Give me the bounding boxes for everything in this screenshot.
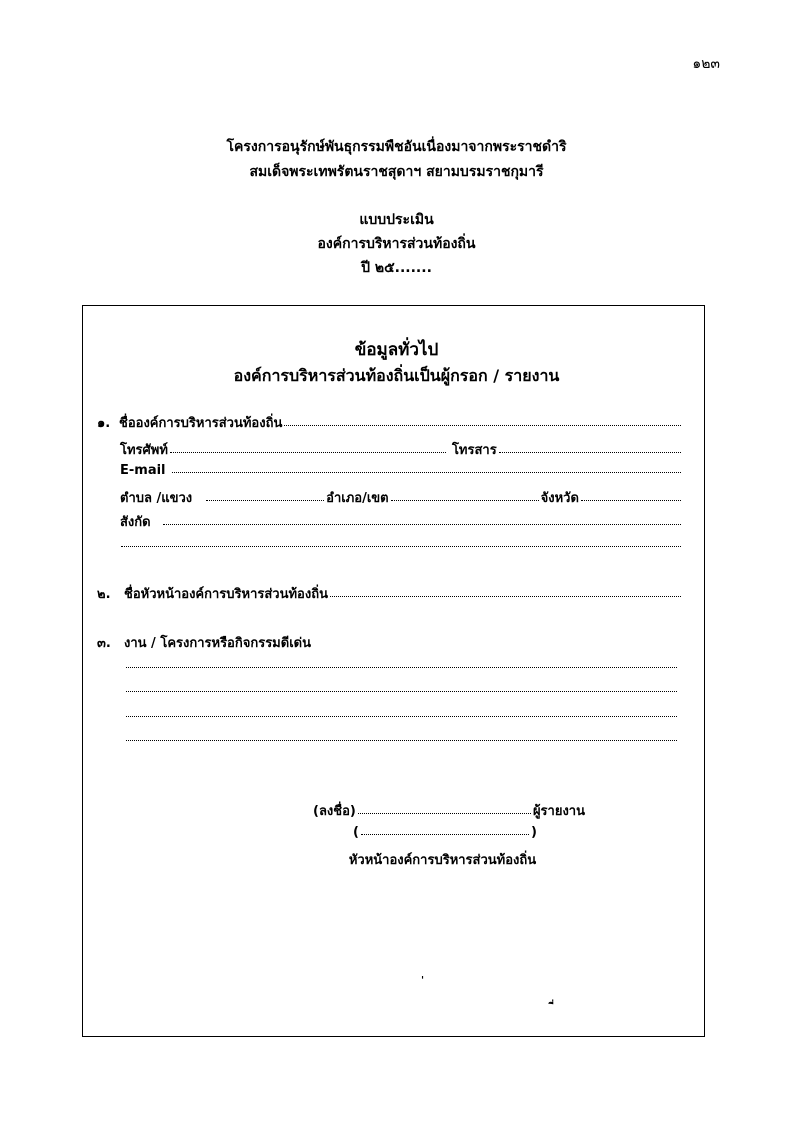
projects-line[interactable]: [126, 691, 677, 692]
province-label: จังหวัด: [540, 491, 579, 506]
subdistrict-field[interactable]: [206, 490, 324, 501]
header-form-type: แบบประเมิน: [359, 212, 434, 228]
printed-name-row: [353, 825, 537, 840]
header-year: ปี ๒๕.......: [361, 260, 432, 276]
phone-fax-row: [120, 439, 683, 460]
org-name-field[interactable]: [284, 415, 681, 426]
district-field[interactable]: [391, 490, 539, 501]
page-number: ๑๒๓: [692, 56, 720, 72]
projects-line[interactable]: [126, 716, 677, 717]
phone-field[interactable]: [170, 442, 446, 453]
header-project-line1: โครงการอนุรักษ์พันธุกรรมพืชอันเนื่องมาจากพระราชดำริ: [226, 139, 567, 155]
affiliation-label: สังกัด: [120, 515, 151, 530]
section2-head-name-row: [97, 583, 683, 604]
address-row: [120, 487, 683, 508]
section1-org-name-row: [97, 412, 683, 433]
province-field[interactable]: [581, 490, 681, 501]
sign-suffix: ผู้รายงาน: [532, 804, 585, 819]
section1-number: ๑.: [97, 416, 111, 431]
section3-number: ๓.: [97, 636, 111, 651]
email-label: E-mail: [120, 463, 166, 478]
name-open-paren: (: [353, 825, 359, 840]
affiliation-extra-line[interactable]: [121, 546, 681, 547]
affiliation-row: [120, 511, 683, 532]
header-organization: องค์การบริหารส่วนท้องถิ่น: [317, 236, 476, 252]
section3-projects-row: [97, 632, 683, 653]
email-field[interactable]: [172, 462, 681, 473]
email-row: [120, 463, 683, 478]
phone-label: โทรศัพท์: [120, 443, 168, 458]
header-project-line2: สมเด็จพระเทพรัตนราชสุดาฯ สยามบรมราชกุมารี: [249, 164, 544, 180]
projects-label: งาน / โครงการหรือกิจกรรมดีเด่น: [124, 636, 311, 651]
affiliation-field[interactable]: [163, 514, 681, 525]
projects-line[interactable]: [126, 740, 677, 741]
org-name-label: ชื่อองค์การบริหารส่วนท้องถิ่น: [119, 416, 283, 431]
signature-row: [313, 800, 585, 821]
head-name-field[interactable]: [330, 586, 681, 597]
fax-field[interactable]: [499, 442, 681, 453]
subdistrict-label: ตำบล /แขวง: [120, 491, 193, 506]
sign-prefix: (ลงชื่อ): [313, 804, 356, 819]
signer-position: หัวหน้าองค์การบริหารส่วนท้องถิ่น: [348, 853, 537, 868]
form-subtitle: องค์การบริหารส่วนท้องถิ่นเป็นผู้กรอก / รายงาน: [233, 366, 560, 385]
name-close-paren: ): [531, 825, 537, 840]
section2-number: ๒.: [97, 587, 111, 602]
printed-name-field[interactable]: [361, 824, 529, 835]
form-title: ข้อมูลทั่วไป: [354, 340, 439, 360]
projects-line[interactable]: [126, 667, 677, 668]
signature-field[interactable]: [358, 803, 531, 814]
district-label: อำเภอ/เขต: [326, 491, 389, 506]
head-name-label: ชื่อหัวหน้าองค์การบริหารส่วนท้องถิ่น: [124, 587, 328, 602]
stray-mark: ': [421, 975, 425, 986]
fax-label: โทรสาร: [451, 443, 497, 458]
